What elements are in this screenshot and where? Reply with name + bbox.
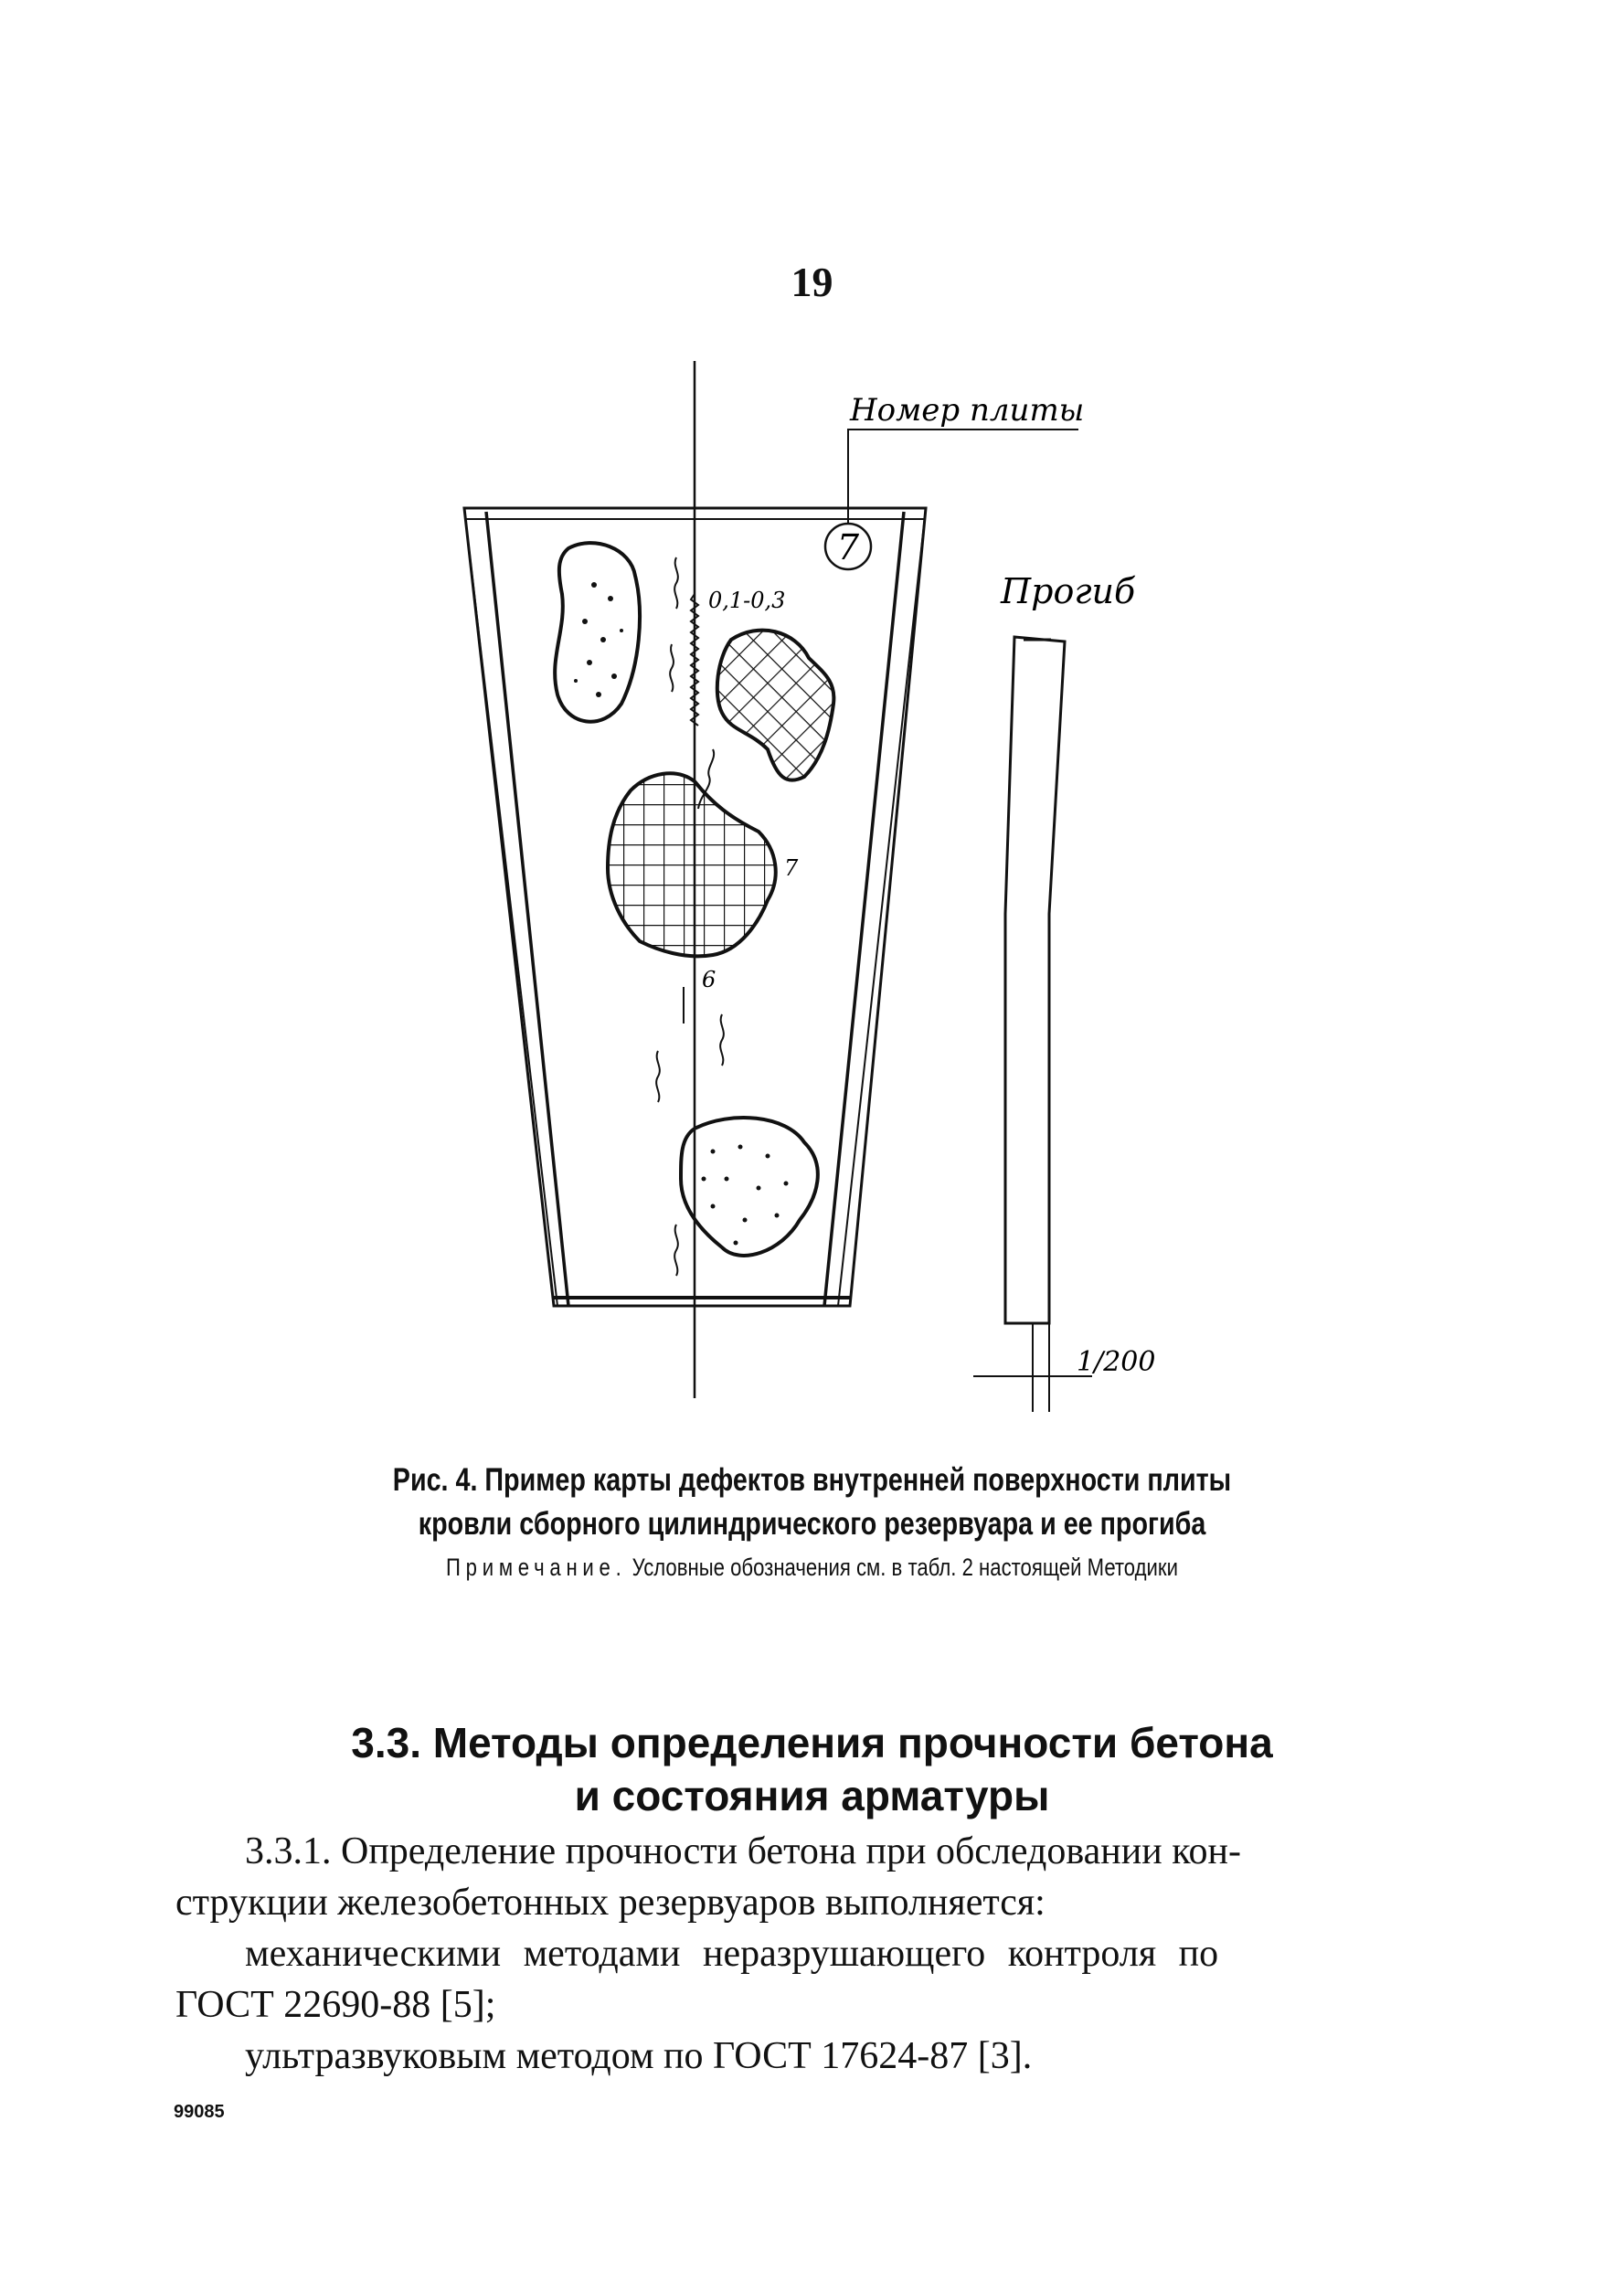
mark-6: 6 <box>702 967 716 992</box>
note-text: Условные обозначения см. в табл. 2 настоящей Методики <box>626 1554 1178 1581</box>
figure-caption-line1: Рис. 4. Пример карты дефектов внутренней поверхности плиты <box>392 1462 1232 1498</box>
note-label: Примечание. <box>446 1554 627 1581</box>
rebar-exposure-area-grid <box>608 773 776 956</box>
spalling-area-2 <box>681 1118 818 1256</box>
paragraph-2-line1: механическими методами неразрушающего контроля по <box>245 1933 1219 1975</box>
deflection-ratio: 1/200 <box>1077 1346 1156 1378</box>
document-code: 99085 <box>174 2102 225 2122</box>
mark-7: 7 <box>784 855 799 881</box>
figure-note <box>146 1554 1478 1582</box>
section-title-line1: 3.3. Методы определения прочности бетона <box>351 1719 1273 1766</box>
paragraph-1-line1: 3.3.1. Определение прочности бетона при обследовании кон- <box>245 1830 1241 1872</box>
rebar-exposure-area-diag <box>717 631 834 780</box>
page-number: 19 <box>791 259 833 305</box>
crack-width-label: 0,1-0,3 <box>708 588 786 613</box>
deflection-profile <box>973 637 1092 1412</box>
section-title-line2: и состояния арматуры <box>574 1772 1050 1819</box>
paragraph-2-line2: ГОСТ 22690-88 [5]; <box>175 1984 496 2026</box>
paragraph-1-line2: струкции железобетонных резервуаров выполняется: <box>175 1882 1046 1924</box>
plate-number-label: Номер плиты <box>850 392 1085 429</box>
paragraph-3: ультразвуковым методом по ГОСТ 17624-87 [3]. <box>245 2035 1033 2077</box>
figure-caption-line2: кровли сборного цилиндрического резервуара и ее прогиба <box>418 1506 1206 1542</box>
deflection-label: Прогиб <box>1001 571 1136 611</box>
plate-number: 7 <box>836 527 860 567</box>
